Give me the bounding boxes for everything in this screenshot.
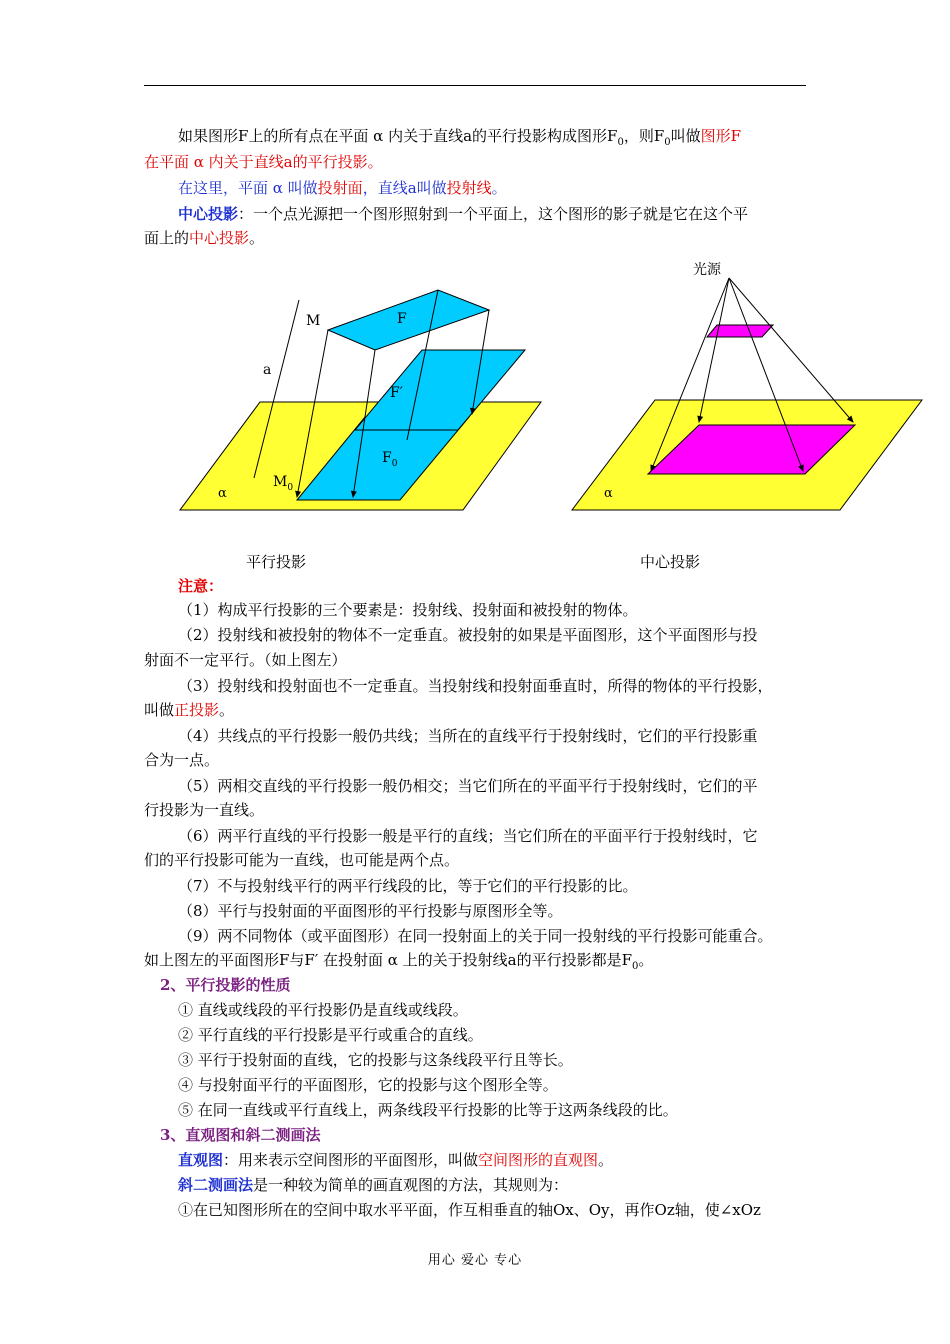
note-2-line1: （2）投射线和被投射的物体不一定垂直。被投射的如果是平面图形，这个平面图形与投: [178, 626, 758, 644]
section-2-heading: 2、平行投影的性质: [160, 976, 291, 994]
label-alpha-left: α: [218, 486, 227, 501]
note-4-line1: （4）共线点的平行投影一般仍共线；当所在的直线平行于投射线时，它们的平行投影重: [178, 727, 758, 745]
note-9-line2: 如上图左的平面图形F与F′ 在投射面 α 上的关于投射线a的平行投影都是$F_0$。: [144, 951, 654, 972]
caption-central-projection: 中心投影: [640, 553, 701, 571]
note-6-line2: 们的平行投影可能为一直线，也可能是两个点。: [144, 851, 460, 869]
note-8: （8）平行与投射面的平面图形的平行投影与原图形全等。: [178, 902, 563, 920]
note-6-line1: （6）两平行直线的平行投影一般是平行的直线；当它们所在的平面平行于投射线时，它: [178, 827, 758, 845]
note-4-line2: 合为一点。: [144, 751, 220, 769]
note-5-line2: 行投影为一直线。: [144, 801, 265, 819]
label-M0: $M_0$: [273, 474, 294, 493]
property-3: ③ 平行于投射面的直线，它的投影与这条线段平行且等长。: [178, 1051, 573, 1069]
label-Fprime: F′: [390, 385, 403, 401]
oblique-rule-1: ①在已知图形所在的空间中取水平平面，作互相垂直的轴Ox、Oy，再作Oz轴，使∠xOz: [178, 1201, 761, 1219]
label-F: F: [397, 311, 407, 327]
property-5: ⑤ 在同一直线或平行直线上，两条线段平行投影的比等于这两条线段的比。: [178, 1101, 678, 1119]
header-rule: [144, 85, 806, 86]
paragraph-center-projection-line1: 中心投影：一个点光源把一个图形照射到一个平面上，这个图形的影子就是它在这个平: [178, 205, 749, 223]
section-3-heading: 3、直观图和斜二测画法: [160, 1126, 321, 1144]
note-3-line1: （3）投射线和投射面也不一定垂直。当投射线和投射面垂直时，所得的物体的平行投影，: [178, 677, 773, 695]
caption-parallel-projection: 平行投影: [246, 553, 307, 571]
note-7: （7）不与投射线平行的两平行线段的比，等于它们的平行投影的比。: [178, 877, 638, 895]
note-3-line2: 叫做正投影。: [144, 701, 235, 719]
property-1: ① 直线或线段的平行投影仍是直线或线段。: [178, 1001, 468, 1019]
note-5-line1: （5）两相交直线的平行投影一般仍相交；当它们所在的平面平行于投射线时，它们的平: [178, 777, 758, 795]
label-F0: $F_0$: [382, 450, 398, 469]
label-M: M: [306, 313, 321, 329]
paragraph-definition-line2: 在平面 α 内关于直线a的平行投影。: [144, 153, 383, 171]
oblique-method-intro: 斜二测画法是一种较为简单的画直观图的方法，其规则为：: [178, 1176, 569, 1194]
central-projection-figure: [572, 261, 922, 510]
projection-figures: [0, 250, 950, 580]
property-2: ② 平行直线的平行投影是平行或重合的直线。: [178, 1026, 483, 1044]
label-a: a: [263, 362, 272, 378]
note-1: （1）构成平行投影的三个要素是：投射线、投射面和被投射的物体。: [178, 601, 638, 619]
note-9-line1: （9）两不同物体（或平面图形）在同一投射面上的关于同一投射线的平行投影可能重合。: [178, 927, 773, 945]
intuitive-diagram-definition: 直观图：用来表示空间图形的平面图形，叫做空间图形的直观图。: [178, 1151, 614, 1169]
page-footer: 用心 爱心 专心: [427, 1253, 523, 1268]
paragraph-definition-line1: 如果图形F上的所有点在平面 α 内关于直线a的平行投影构成图形$F_0$，则$F_0$叫做图形F: [178, 127, 742, 148]
label-light-source: 光源: [693, 262, 721, 278]
shape-F: [328, 290, 489, 350]
parallel-projection-figure: [180, 290, 541, 510]
note-2-line2: 射面不一定平行。（如上图左）: [144, 651, 347, 669]
property-4: ④ 与投射面平行的平面图形，它的投影与这个图形全等。: [178, 1076, 558, 1094]
notes-heading: 注意：: [178, 577, 224, 595]
paragraph-terms: 在这里，平面 α 叫做投射面，直线a叫做投射线。: [178, 179, 507, 197]
paragraph-center-projection-line2: 面上的中心投影。: [144, 229, 265, 247]
label-alpha-right: α: [604, 486, 613, 501]
